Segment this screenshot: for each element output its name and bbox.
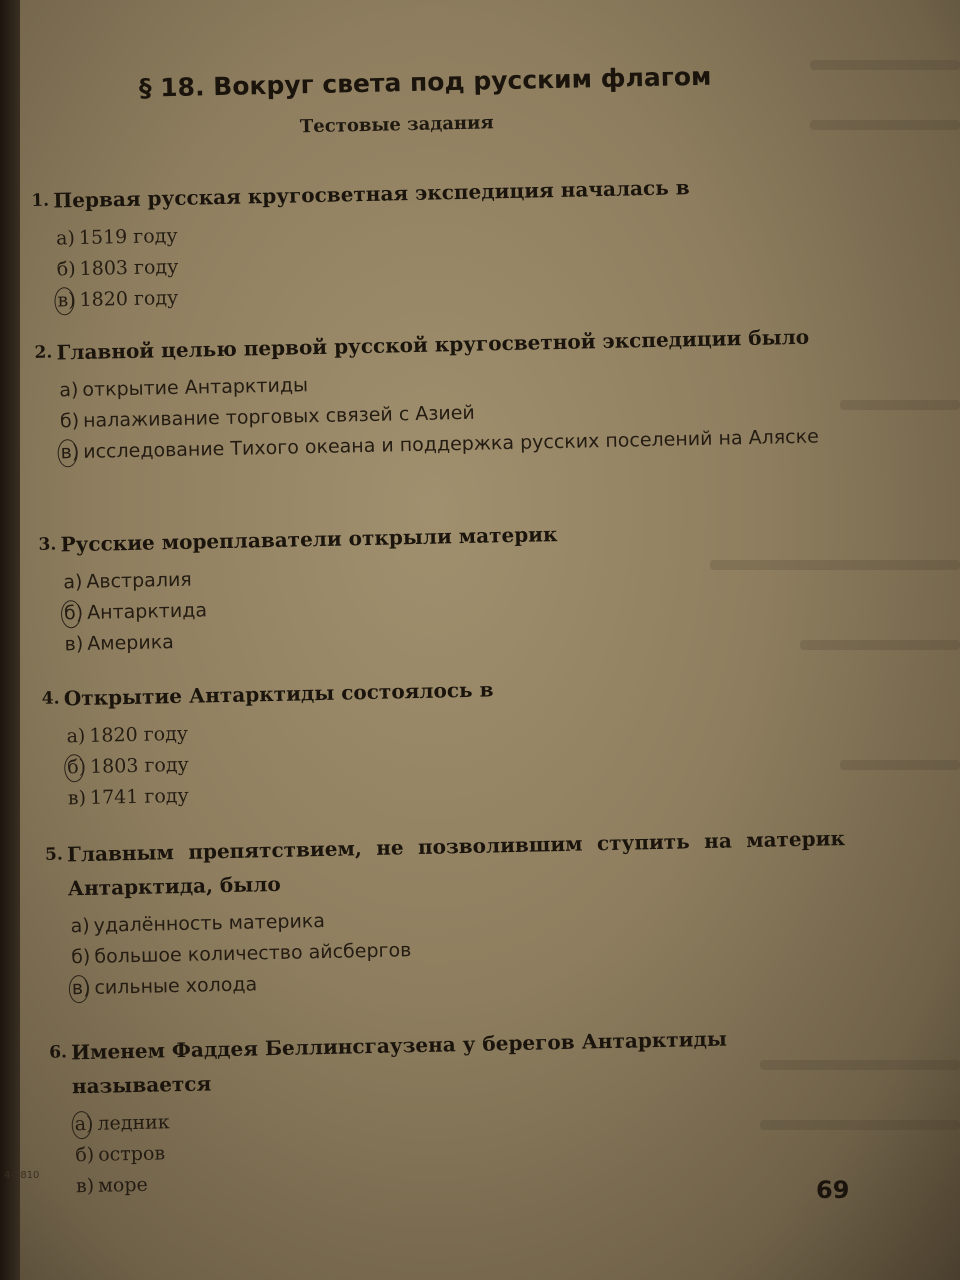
bleed-through-line [840,400,960,410]
question-number: 2. [34,342,53,363]
question-text: Именем Фаддея Беллинсгаузена у берегов Антарктиды называется [70,1026,728,1099]
answer-options [50,1093,872,1203]
option-text: 1519 году [78,224,178,249]
answer-options [46,895,848,1005]
option-letter-circled: в) [72,973,91,1004]
question-text: Русские мореплаватели открыли материк [60,522,558,557]
option-letter: а) [70,914,90,938]
option-letter: б) [75,1143,95,1167]
question-2 [34,319,857,469]
question-number: 3. [38,534,57,555]
answer-options [39,551,861,661]
printer-signature-mark: 4-1810 [4,1170,40,1181]
option-letter: а) [59,379,79,402]
option-letter-circled: б) [64,598,84,629]
option-letter: б) [59,410,80,433]
option-text: 1741 году [89,784,189,809]
option-text: открытие Антарктиды [82,374,309,401]
question-number: 6. [49,1042,68,1063]
question-header [49,1019,870,1104]
option-text: исследование Тихого океана и поддержка русских поселений на Аляске [83,425,820,463]
option-letter-circled: в) [57,285,76,316]
question-text: Открытие Антарктиды состоялось в [63,677,494,711]
question-5 [45,821,848,1005]
option-letter: а) [63,570,83,594]
option-text: большое количество айсбергов [94,939,412,968]
option-text: 1803 году [79,255,179,280]
option-text: 1803 году [89,753,189,778]
option-letter: б) [70,945,91,969]
option-letter-circled: а) [74,1109,93,1140]
option-text: сильные холода [94,973,258,999]
answer-options [42,705,864,815]
question-text: Главной целью первой русской кругосветной экспедиции было [56,324,810,365]
answer-options [35,359,857,469]
option-letter: в) [67,786,87,810]
section-subtitle: Тестовые задания [299,112,494,138]
option-text: Антарктида [86,599,208,624]
option-letter: в) [64,632,84,656]
option-text: море [97,1173,148,1197]
bleed-through-line [810,60,960,70]
question-number: 5. [44,844,64,865]
option-letter: в) [75,1174,95,1198]
question-6 [49,1019,872,1203]
option-text: Америка [87,631,175,655]
option-letter: б) [56,258,76,281]
option-text: 1820 году [79,286,179,311]
answer-options [32,207,854,317]
bleed-through-line [810,120,960,130]
page-gutter-shadow [0,0,20,1280]
question-number: 4. [41,688,60,709]
option-text: налаживание торговых связей с Азией [82,401,476,432]
option-letter-circled: б) [67,752,87,783]
question-header [45,821,846,906]
option-letter-circled: в) [60,437,79,468]
option-text: 1820 году [89,722,189,747]
question-text: Первая русская кругосветная экспедиция началась в [53,175,690,213]
option-text: остров [97,1142,166,1166]
question-text: Главным препятствием, не позволившим ступить на материк Антарктида, было [66,826,846,901]
option-text: удалённость материка [93,909,326,937]
option-text: ледник [97,1111,170,1135]
option-letter: а) [66,724,86,748]
page-number: 69 [816,1176,850,1204]
question-4 [41,665,864,815]
option-letter: а) [55,227,76,250]
question-number: 1. [31,190,50,211]
section-title: § 18. Вокруг света под русским флагом [138,61,712,103]
option-text: Австралия [86,568,192,593]
question-1 [31,167,854,317]
question-3 [38,511,861,661]
